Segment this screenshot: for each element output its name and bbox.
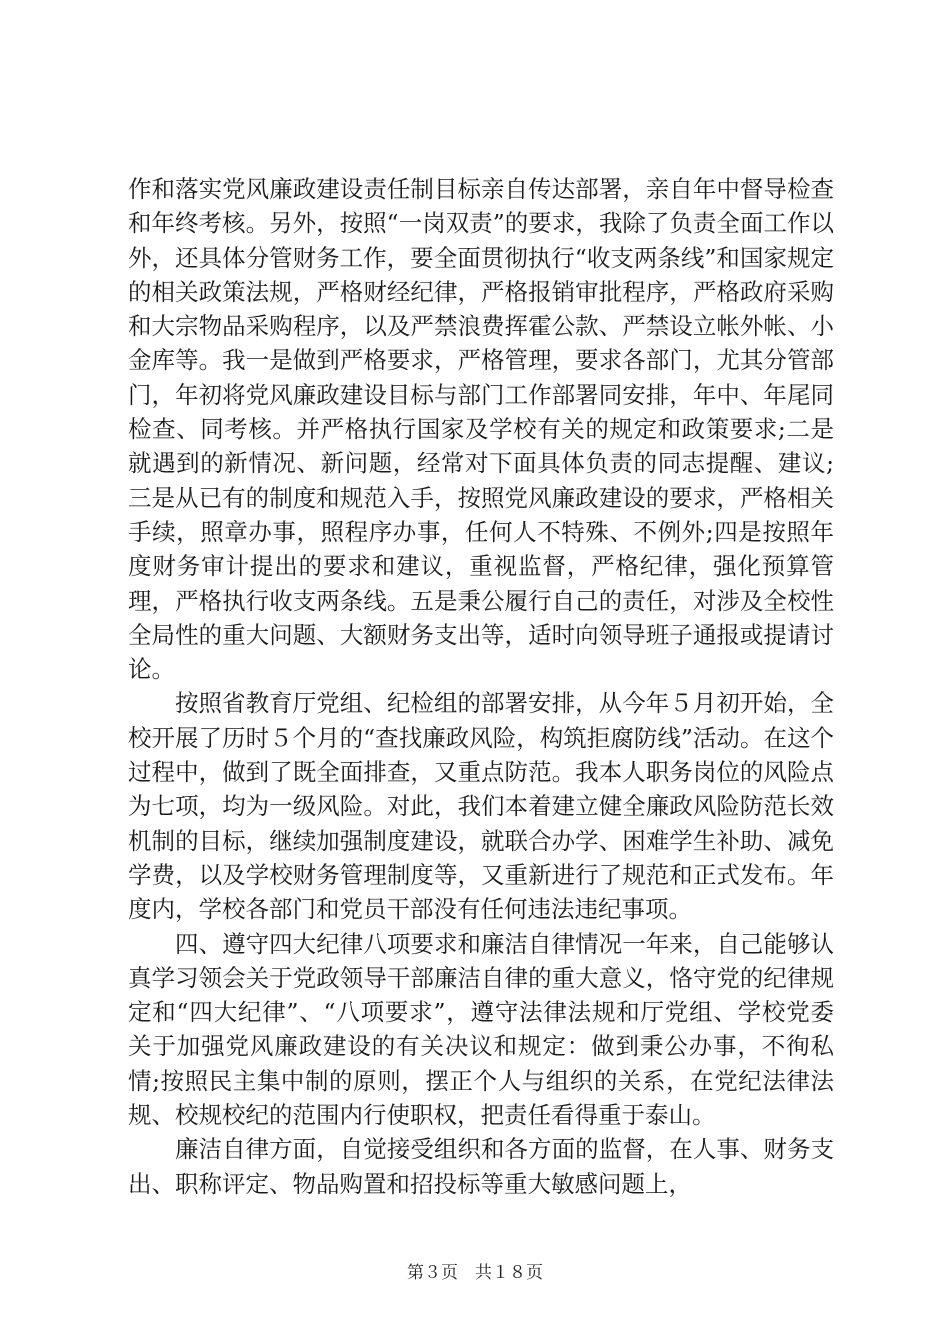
page-footer: 第３页 共１８页 (407, 1263, 543, 1283)
paragraph-1: 作和落实党风廉政建设责任制目标亲自传达部署，亲自年中督导检查和年终考核。另外，按照“一岗双责”的要求，我除了负责全面工作以外，还具体分管财务工作，要全面贯彻执行“收支两条线”和国家规定的相关政策法规，严格财经纪律，严格报销审批程序，严格政府采购和大宗物品采购程序，以及严禁浪费挥霍公款、严禁设立帐外帐、小金库等。我一是做到严格要求，严格管理，要求各部门，尤其分管部门，年初将党风廉政建设目标与部门工作部署同安排，年中、年尾同检查、同考核。并严格执行国家及学校有关的规定和政策要求;二是就遇到的新情况、新问题，经常对下面具体负责的同志提醒、建议;三是从已有的制度和规范入手，按照党风廉政建设的要求，严格相关手续，照章办事，照程序办事，任何人不特殊、不例外;四是按照年度财务审计提出的要求和建议，重视监督，严格纪律，强化预算管理，严格执行收支两条线。五是秉公履行自己的责任，对涉及全校性全局性的重大问题、大额财务支出等，适时向领导班子通报或提请讨论。 (128, 175, 834, 684)
paragraph-3: 四、遵守四大纪律八项要求和廉洁自律情况一年来，自己能够认真学习领会关于党政领导干部廉洁自律的重大意义，恪守党的纪律规定和“四大纪律”、“八项要求”，遵守法律法规和厅党组、学校党委关于加强党风廉政建设的有关决议和规定：做到秉公办事，不徇私情;按照民主集中制的原则，摆正个人与组织的关系，在党纪法律法规、校规校纪的范围内行使职权，把责任看得重于泰山。 (128, 929, 834, 1130)
paragraph-4: 廉洁自律方面，自觉接受组织和各方面的监督，在人事、财务支出、职称评定、物品购置和招投标等重大敏感问题上， (128, 1135, 834, 1198)
body-text (128, 172, 834, 1201)
paragraph-2: 按照省教育厅党组、纪检组的部署安排，从今年５月初开始，全校开展了历时５个月的“查找廉政风险，构筑拒腐防线”活动。在这个过程中，做到了既全面排查，又重点防范。我本人职务岗位的风险点为七项，均为一级风险。对此，我们本着建立健全廉政风险防范长效机制的目标，继续加强制度建设，就联合办学、困难学生补助、减免学费，以及学校财务管理制度等，又重新进行了规范和正式发布。年度内，学校各部门和党员干部没有任何违法违纪事项。 (128, 689, 834, 924)
